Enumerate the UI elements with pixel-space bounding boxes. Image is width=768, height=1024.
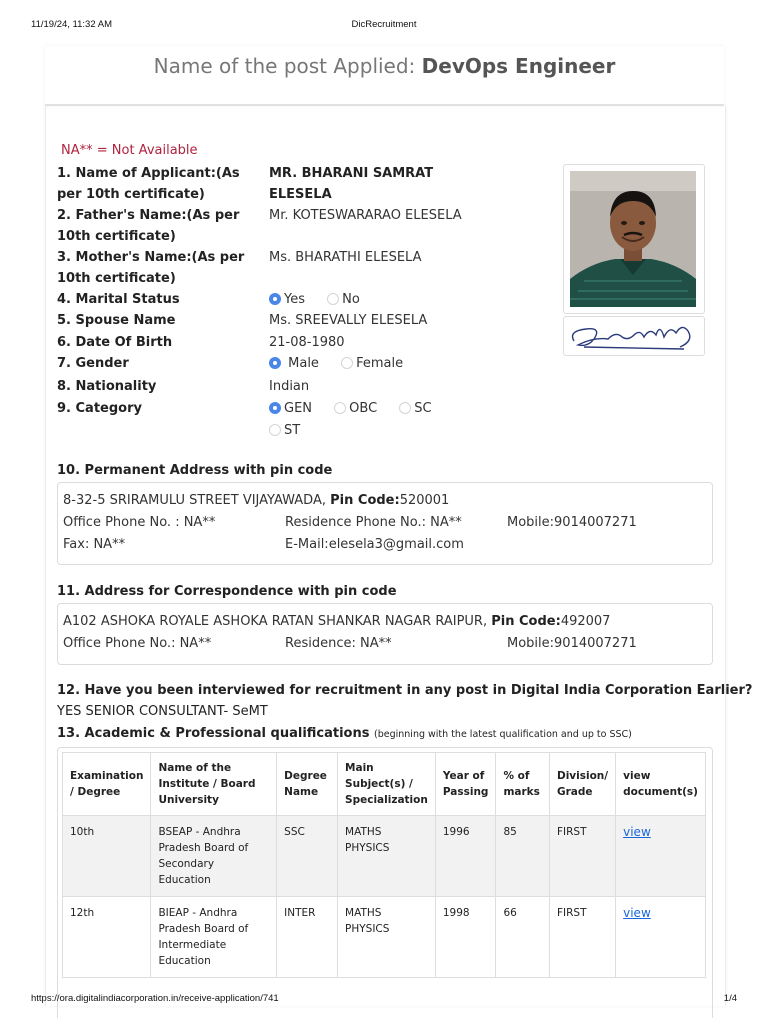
- permanent-email: E-Mail:elesela3@gmail.com: [285, 537, 464, 552]
- dob-label: 6. Date Of Birth: [57, 335, 173, 350]
- applicant-name-value: MR. BHARANI SAMRAT ELESELA: [269, 166, 434, 202]
- category-obc-option[interactable]: OBC: [334, 401, 377, 416]
- correspondence-office-phone: Office Phone No.: NA**: [63, 636, 212, 651]
- col-header-documents: view document(s): [616, 753, 706, 816]
- view-document-link[interactable]: view: [623, 825, 651, 839]
- gender-label: 7. Gender: [57, 356, 129, 371]
- cell-marks: 85: [496, 816, 550, 897]
- radio-selected-icon: [269, 357, 281, 369]
- permanent-address-heading: 10. Permanent Address with pin code: [57, 463, 333, 478]
- correspondence-mobile: Mobile:9014007271: [507, 636, 637, 651]
- mother-name-label: 3. Mother's Name:(As per 10th certificate): [57, 250, 245, 286]
- table-header-row: [63, 753, 706, 816]
- col-header-year: Year of Passing: [435, 753, 496, 816]
- father-name-label: 2. Father's Name:(As per 10th certificate): [57, 208, 240, 244]
- gender-radios: [269, 353, 509, 374]
- cell-year: 1998: [435, 897, 496, 978]
- cell-document: [616, 816, 706, 897]
- col-header-exam: Examination / Degree: [63, 753, 151, 816]
- table-row: [63, 897, 706, 978]
- dob-value: 21-08-1980: [269, 335, 345, 350]
- permanent-office-phone: Office Phone No. : NA**: [63, 515, 216, 530]
- category-label: 9. Category: [57, 401, 142, 416]
- col-header-marks: % of marks: [496, 753, 550, 816]
- permanent-mobile: Mobile:9014007271: [507, 515, 637, 530]
- cell-institute: BIEAP - Andhra Pradesh Board of Intermediate Education: [151, 897, 277, 978]
- marital-status-radios: [269, 289, 509, 310]
- category-st-option[interactable]: ST: [269, 423, 300, 438]
- cell-institute: BSEAP - Andhra Pradesh Board of Secondary Education: [151, 816, 277, 897]
- col-header-institute: Name of the Institute / Board University: [151, 753, 277, 816]
- qualifications-heading: 13. Academic & Professional qualifications (beginning with the latest qualification and up to SSC): [57, 726, 632, 741]
- radio-empty-icon: [334, 402, 346, 414]
- correspondence-address-heading: 11. Address for Correspondence with pin code: [57, 584, 397, 599]
- interview-answer: YES SENIOR CONSULTANT- SeMT: [57, 704, 268, 719]
- radio-empty-icon: [269, 424, 281, 436]
- permanent-residence-phone: Residence Phone No.: NA**: [285, 515, 462, 530]
- category-sc-option[interactable]: SC: [399, 401, 431, 416]
- gender-male-option[interactable]: Male: [269, 356, 319, 371]
- cell-division: FIRST: [549, 897, 615, 978]
- print-header: [0, 19, 768, 33]
- cell-year: 1996: [435, 816, 496, 897]
- correspondence-address-box: [57, 603, 713, 665]
- nationality-value: Indian: [269, 379, 310, 394]
- permanent-address-box: [57, 482, 713, 565]
- qualifications-table: [62, 752, 706, 978]
- col-header-degree: Degree Name: [277, 753, 338, 816]
- applicant-photo-image: [570, 171, 696, 307]
- qualifications-note: (beginning with the latest qualification and up to SSC): [374, 729, 632, 740]
- nationality-label: 8. Nationality: [57, 379, 157, 394]
- view-document-link[interactable]: view: [623, 906, 651, 920]
- cell-degree: SSC: [277, 816, 338, 897]
- post-title: [45, 46, 724, 106]
- correspondence-address-line: A102 ASHOKA ROYALE ASHOKA RATAN SHANKAR NAGAR RAIPUR, Pin Code:492007: [63, 614, 611, 629]
- cell-subjects: MATHS PHYSICS: [338, 816, 436, 897]
- cell-division: FIRST: [549, 816, 615, 897]
- category-gen-option[interactable]: GEN: [269, 401, 312, 416]
- na-note: NA** = Not Available: [61, 143, 198, 158]
- marital-yes-option[interactable]: Yes: [269, 292, 305, 307]
- cell-exam: 10th: [63, 816, 151, 897]
- permanent-address-line: 8-32-5 SRIRAMULU STREET VIJAYAWADA, Pin Code:520001: [63, 493, 450, 508]
- cell-exam: 12th: [63, 897, 151, 978]
- correspondence-residence: Residence: NA**: [285, 636, 392, 651]
- spouse-name-value: Ms. SREEVALLY ELESELA: [269, 313, 428, 328]
- marital-status-label: 4. Marital Status: [57, 292, 180, 307]
- radio-empty-icon: [327, 293, 339, 305]
- cell-degree: INTER: [277, 897, 338, 978]
- col-header-subjects: Main Subject(s) / Specialization: [338, 753, 436, 816]
- col-header-division: Division/ Grade: [549, 753, 615, 816]
- print-page-number: 1/4: [723, 993, 737, 1004]
- print-url: https://ora.digitalindiacorporation.in/receive-application/741: [31, 993, 279, 1004]
- applicant-name-label: 1. Name of Applicant:(As per 10th certificate): [57, 166, 240, 202]
- radio-empty-icon: [341, 357, 353, 369]
- table-row: [63, 816, 706, 897]
- print-footer: [0, 993, 768, 1007]
- mother-name-value: Ms. BHARATHI ELESELA: [269, 250, 422, 265]
- marital-no-option[interactable]: No: [327, 292, 360, 307]
- permanent-fax: Fax: NA**: [63, 537, 126, 552]
- post-title-prefix: Name of the post Applied:: [153, 54, 416, 78]
- radio-empty-icon: [399, 402, 411, 414]
- spouse-name-label: 5. Spouse Name: [57, 313, 176, 328]
- cell-subjects: MATHS PHYSICS: [338, 897, 436, 978]
- cell-marks: 66: [496, 897, 550, 978]
- post-name: DevOps Engineer: [421, 54, 616, 78]
- gender-female-option[interactable]: Female: [341, 356, 403, 371]
- signature-image: [564, 317, 704, 355]
- father-name-value: Mr. KOTESWARARAO ELESELA: [269, 208, 462, 223]
- category-radios: [269, 398, 509, 442]
- radio-selected-icon: [269, 293, 281, 305]
- applicant-photo: [563, 164, 705, 314]
- print-title: DicRecruitment: [351, 19, 417, 30]
- interview-question: 12. Have you been interviewed for recruitment in any post in Digital India Corporation Earlier?: [57, 683, 753, 698]
- print-datetime: 11/19/24, 11:32 AM: [31, 19, 112, 30]
- applicant-signature: [563, 316, 705, 356]
- cell-document: [616, 897, 706, 978]
- radio-selected-icon: [269, 402, 281, 414]
